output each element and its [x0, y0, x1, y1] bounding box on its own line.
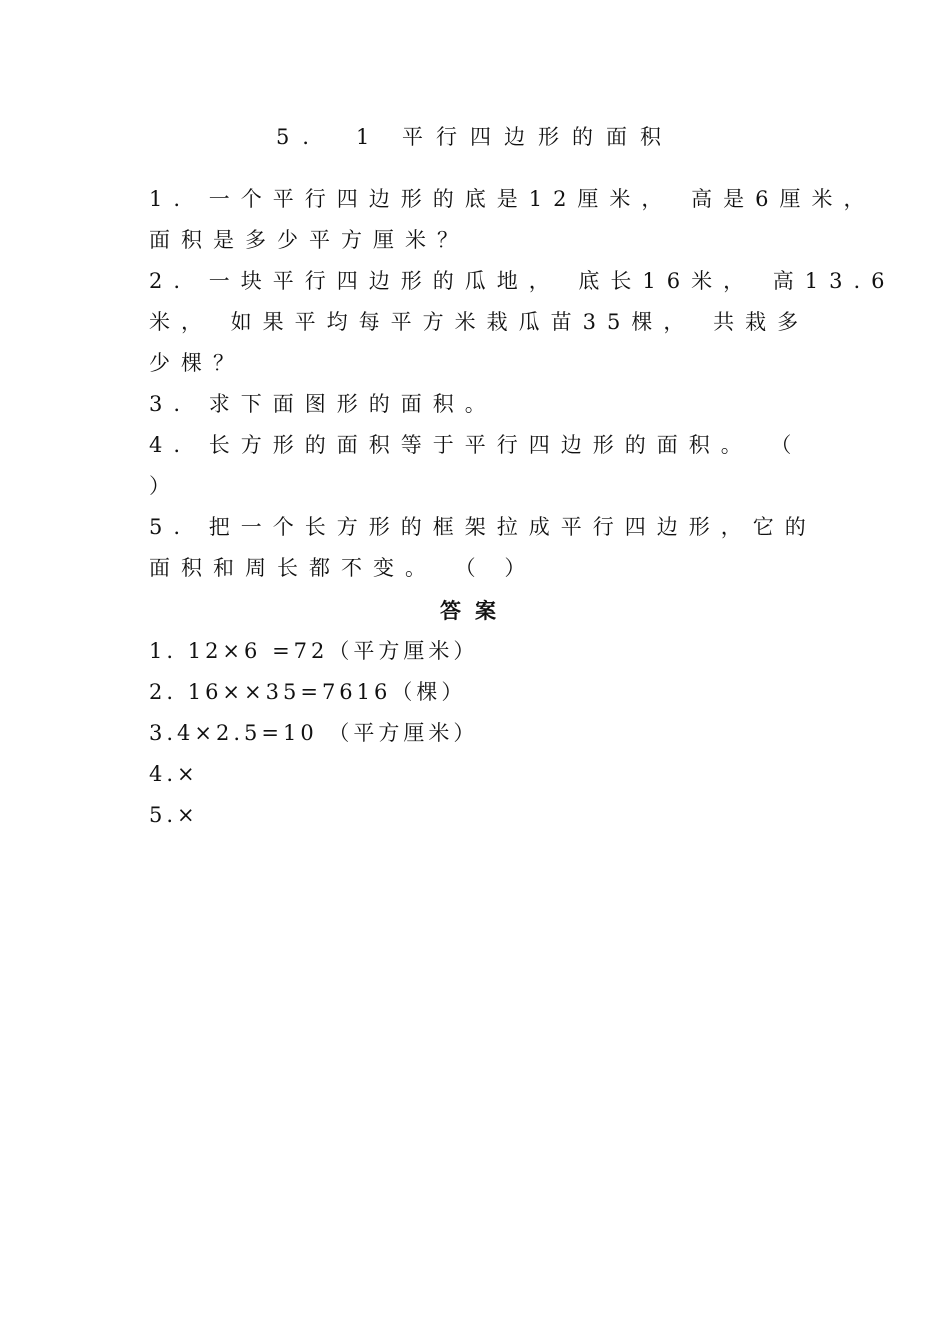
- question-2-line-1: 2. 一块平行四边形的瓜地， 底长16米， 高13.6: [149, 269, 896, 293]
- question-5-line-2: 面积和周长都不变。 （ ）: [149, 556, 537, 580]
- document-title: 5． 1 平行四边形的面积: [275, 125, 675, 149]
- question-1-line-2: 面积是多少平方厘米？: [149, 228, 469, 252]
- answer-5: 5.×: [149, 803, 199, 827]
- answer-4: 4.×: [149, 762, 199, 786]
- answer-1: 1. 12×6 =72（平方厘米）: [149, 639, 479, 663]
- question-4-line-2: ）: [149, 474, 181, 498]
- question-2-line-2: 米， 如果平均每平方米栽瓜苗35棵， 共栽多: [149, 310, 810, 334]
- question-2-line-3: 少棵？: [149, 351, 245, 375]
- answer-2: 2. 16××35=7616（棵）: [149, 680, 467, 704]
- answer-heading: 答案: [440, 598, 510, 623]
- question-1-line-1: 1. 一个平行四边形的底是12厘米， 高是6厘米，: [149, 187, 876, 211]
- answer-3: 3.4×2.5=10 （平方厘米）: [149, 721, 479, 745]
- question-4-line-1: 4. 长方形的面积等于平行四边形的面积。 （: [149, 433, 803, 457]
- question-5-line-1: 5. 把一个长方形的框架拉成平行四边形，它的: [149, 515, 817, 539]
- question-3-line-1: 3. 求下面图形的面积。: [149, 392, 497, 416]
